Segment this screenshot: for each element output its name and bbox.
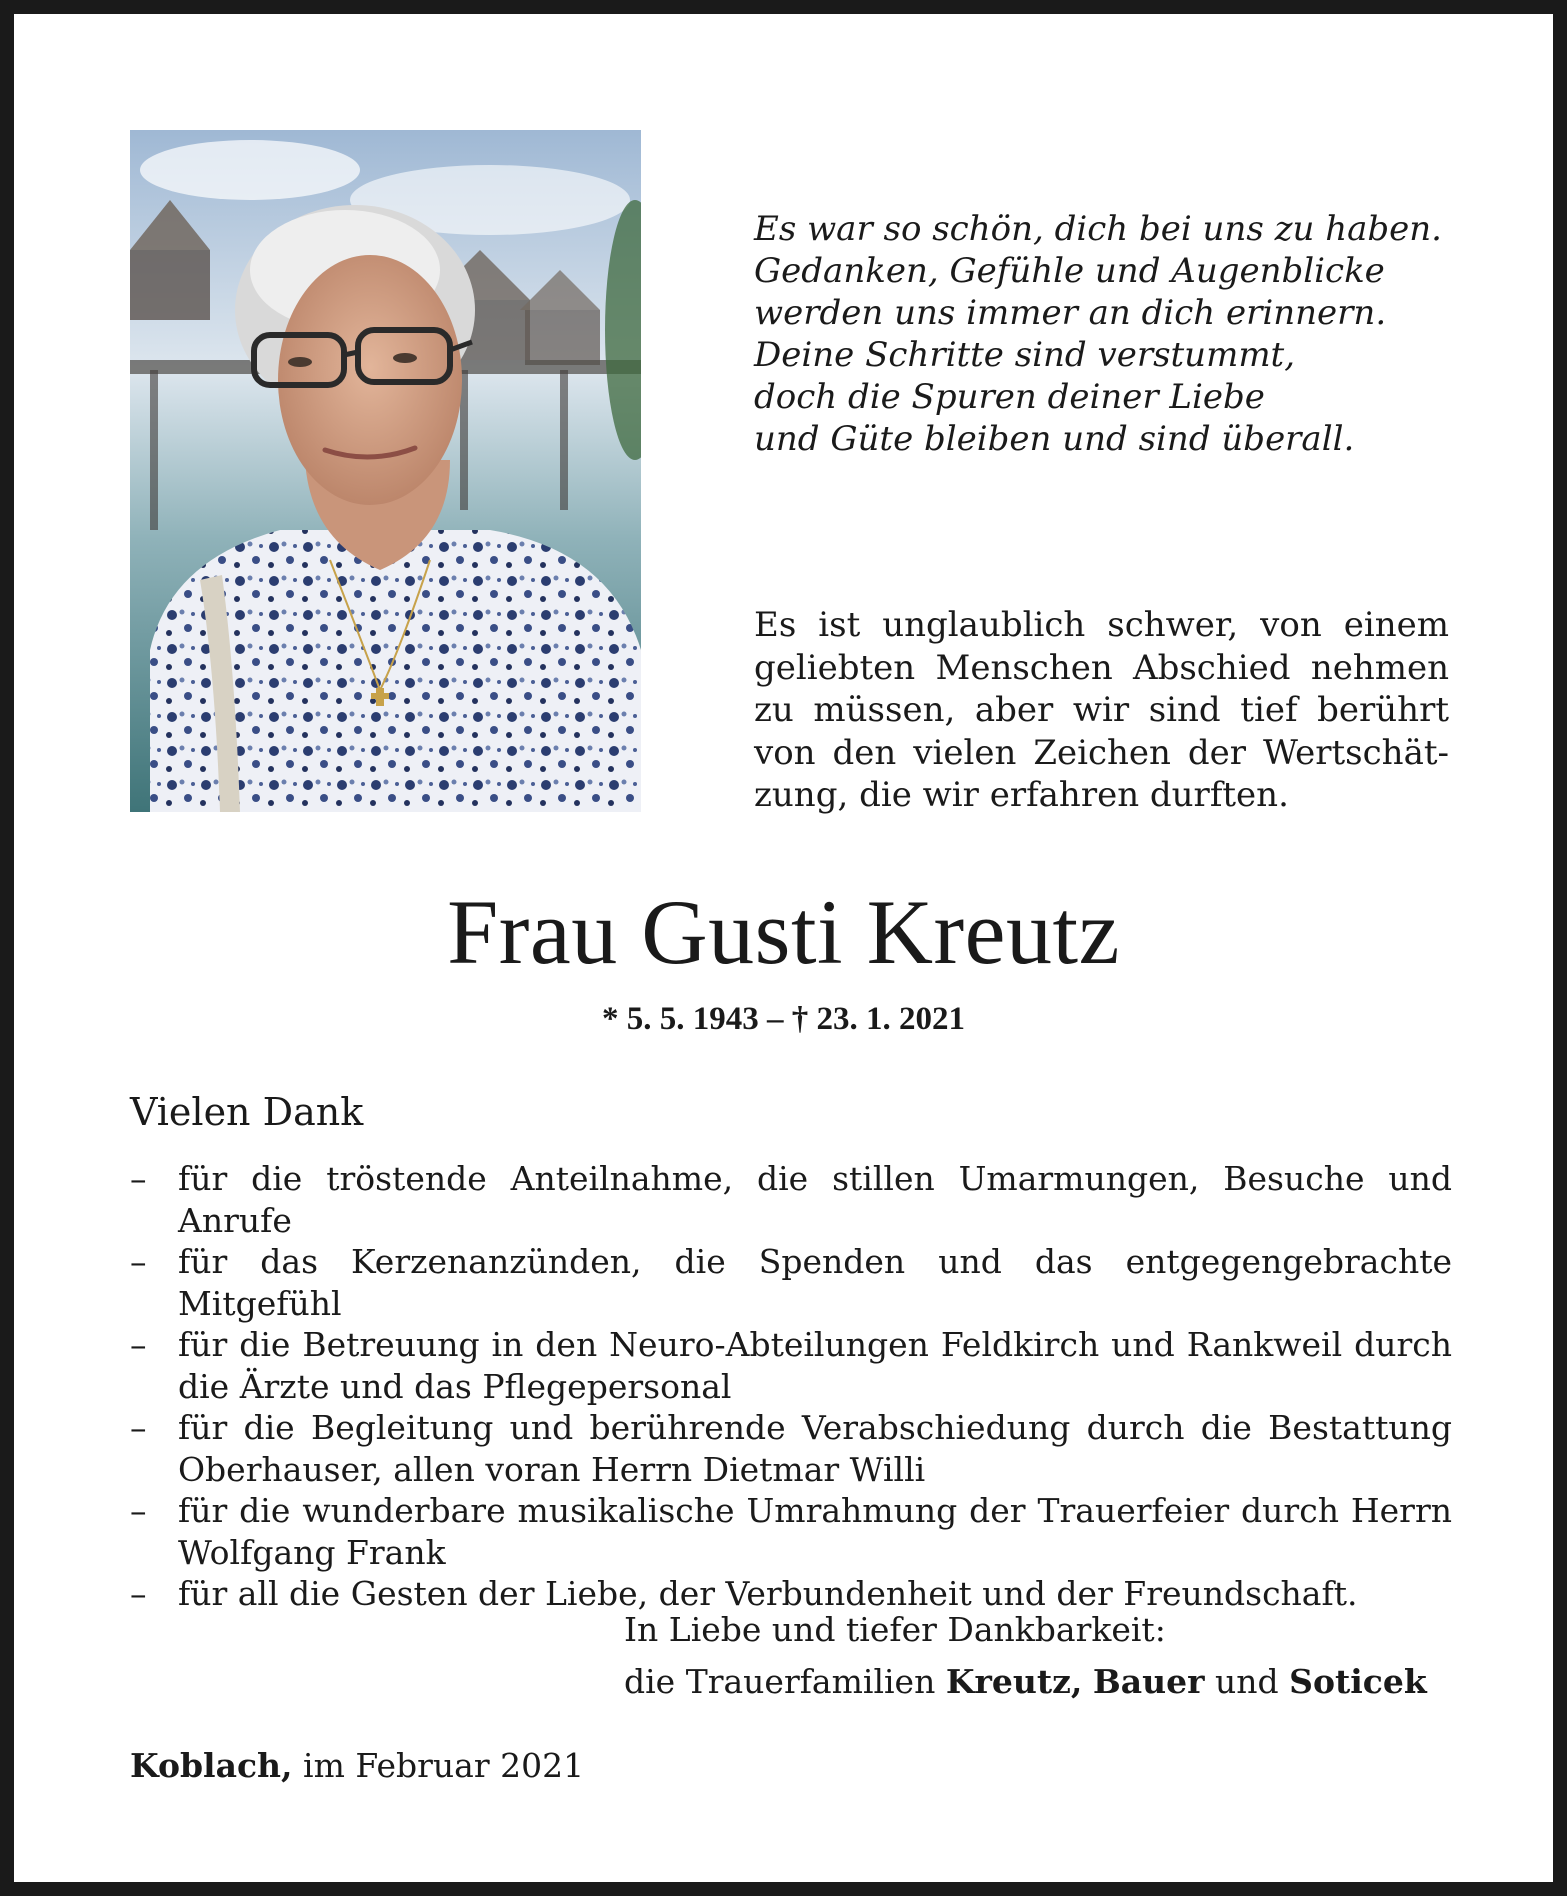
place-and-date (130, 1744, 584, 1788)
poem-line: Es war so schön, dich bei uns zu haben. (754, 209, 1442, 249)
life-dates: * 5. 5. 1943 – † 23. 1. 2021 (602, 1001, 965, 1037)
list-item (130, 1324, 1452, 1407)
list-item (130, 1241, 1452, 1324)
message-line: Es ist unglaublich schwer, von einem (754, 605, 1449, 645)
family-connector: und (1215, 1662, 1279, 1701)
thanks-title: Vielen Dank (130, 1090, 364, 1134)
message-line: geliebten Menschen Abschied nehmen (754, 647, 1449, 688)
town: Koblach, (130, 1746, 293, 1785)
list-item-text: für das Kerzenanzünden, die Spenden und das entgegengebrachte Mitgefühl (178, 1242, 1452, 1323)
dash-bullet: – (130, 1325, 147, 1364)
family-prefix: die Trauerfamilien (624, 1662, 936, 1701)
poem-line: doch die Spuren deiner Liebe (754, 377, 1265, 417)
poem-line: und Güte bleiben und sind überall. (754, 419, 1355, 459)
list-item (130, 1407, 1452, 1490)
list-item (130, 1158, 1452, 1241)
family-line (624, 1656, 1452, 1708)
poem-line: Deine Schritte sind verstummt, (754, 335, 1296, 375)
dash-bullet: – (130, 1408, 147, 1447)
poem-line: Gedanken, Gefühle und Augenblicke (754, 251, 1385, 291)
list-item-text: für all die Gesten der Liebe, der Verbundenheit und der Freundschaft. (178, 1574, 1358, 1613)
family-name: Kreutz, (945, 1662, 1083, 1701)
dash-bullet: – (130, 1159, 147, 1198)
list-item-text: für die tröstende Anteilnahme, die stillen Umarmungen, Besuche und Anrufe (178, 1159, 1452, 1240)
dash-bullet: – (130, 1574, 147, 1613)
message-line: von den vielen Zeichen der Wertschät- (754, 732, 1449, 773)
list-item-text: für die wunderbare musikalische Umrahmung der Trauerfeier durch Herrn Wolfgang Frank (178, 1491, 1452, 1572)
closing-signature (624, 1604, 1452, 1708)
message-line: zung, die wir erfahren durften. (754, 775, 1289, 815)
portrait-photo (130, 130, 641, 812)
dash-bullet: – (130, 1242, 147, 1281)
farewell-message (754, 604, 1449, 817)
dash-bullet: – (130, 1491, 147, 1530)
list-item-text: für die Betreuung in den Neuro-Abteilungen Feldkirch und Rankweil durch die Ärzte und das Pflegepersonal (178, 1325, 1452, 1406)
list-item-text: für die Begleitung und berührende Verabschiedung durch die Bestattung Oberhauser, allen voran Herrn Dietmar Willi (178, 1408, 1452, 1489)
poem-line: werden uns immer an dich erinnern. (754, 293, 1387, 333)
obituary-page (14, 14, 1553, 1882)
family-name: Bauer (1092, 1662, 1205, 1701)
poem (754, 208, 1454, 460)
portrait-photo-icon (130, 130, 641, 812)
closing-line: In Liebe und tiefer Dankbarkeit: (624, 1610, 1166, 1649)
message-line: zu müssen, aber wir sind tief berührt (754, 690, 1449, 730)
list-item (130, 1490, 1452, 1573)
date: im Februar 2021 (303, 1746, 585, 1785)
deceased-name: Frau Gusti Kreutz (447, 881, 1120, 983)
thanks-list (130, 1158, 1452, 1615)
family-name: Soticek (1289, 1662, 1427, 1701)
